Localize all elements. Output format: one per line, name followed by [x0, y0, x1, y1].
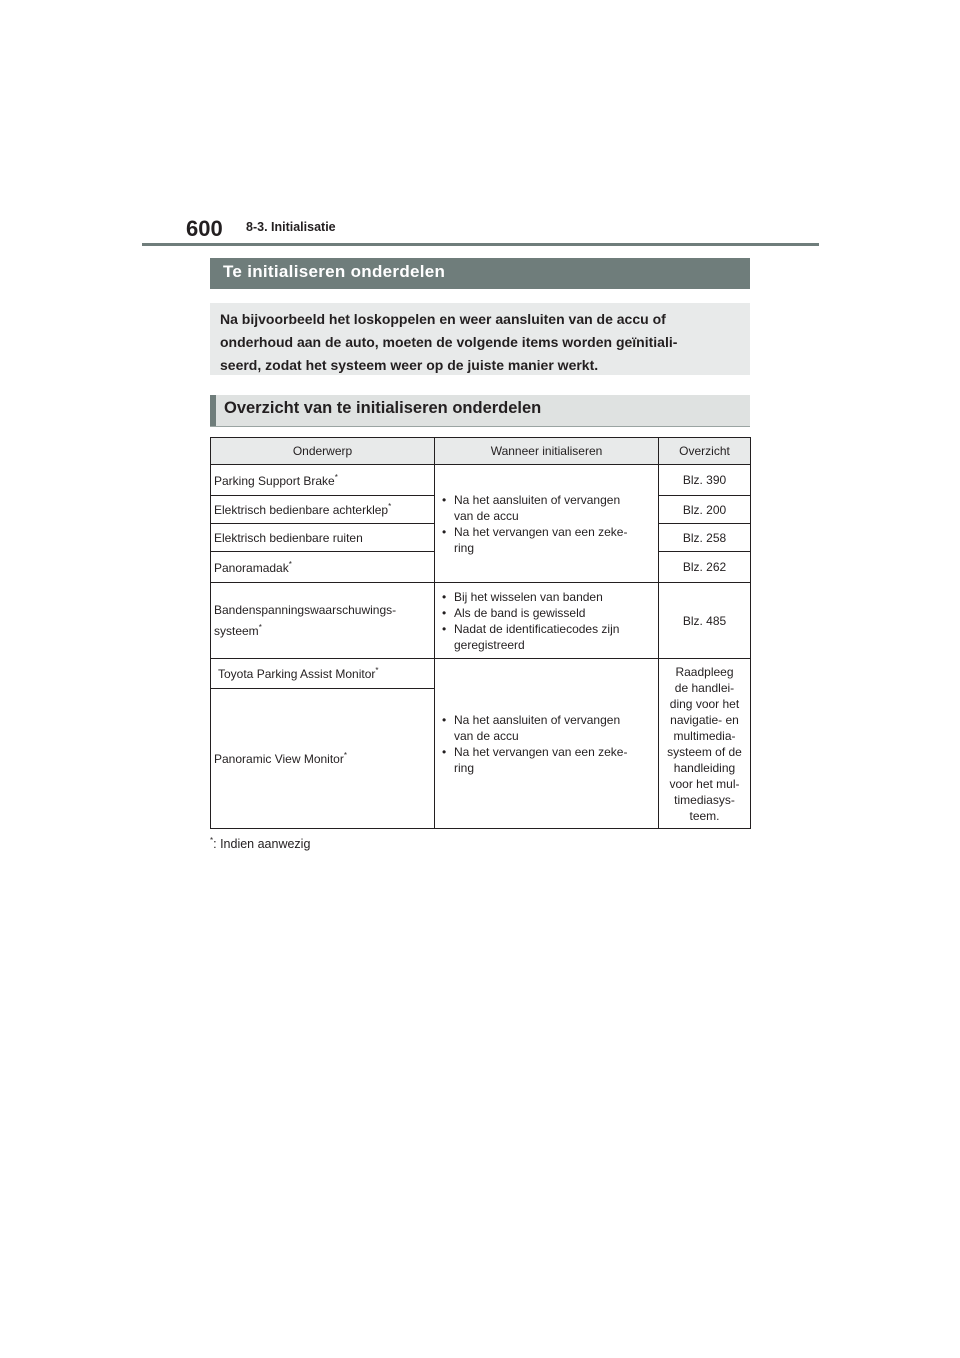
intro-box	[210, 303, 750, 375]
reference-cell: Blz. 485	[659, 583, 751, 659]
header-divider	[142, 243, 819, 246]
subject-cell: Toyota Parking Assist Monitor*	[211, 659, 435, 689]
chapter-title: 8-3. Initialisatie	[246, 220, 336, 234]
intro-line: onderhoud aan de auto, moeten de volgende items worden geïnitiali-	[220, 334, 678, 350]
table-row	[211, 465, 751, 496]
list-item: • Na het aansluiten of vervangen van de accu	[454, 712, 655, 744]
header-when: Wanneer initialiseren	[435, 438, 659, 465]
subject-cell: Elektrisch bedienbare ruiten	[211, 524, 435, 552]
list-item: • Na het vervangen van een zeke- ring	[454, 744, 655, 776]
asterisk-marker: *	[388, 502, 392, 511]
subject-cell: Elektrisch bedienbare achterklep*	[211, 496, 435, 524]
subject-cell: Parking Support Brake*	[211, 465, 435, 496]
subject-cell: Panoramadak*	[211, 552, 435, 583]
asterisk-marker: *	[343, 751, 347, 760]
when-list	[438, 712, 655, 776]
footnote: *: Indien aanwezig	[210, 836, 311, 852]
initialization-table	[210, 437, 751, 829]
asterisk-marker: *	[375, 666, 379, 675]
table-row	[211, 583, 751, 659]
reference-cell: Blz. 200	[659, 496, 751, 524]
reference-cell: Blz. 258	[659, 524, 751, 552]
header-subject: Onderwerp	[211, 438, 435, 465]
list-item: • Als de band is gewisseld	[454, 605, 655, 621]
subject-cell: Bandenspanningswaarschuwings- systeem*	[211, 583, 435, 659]
section-title: Te initialiseren onderdelen	[210, 258, 750, 289]
subsection-divider	[210, 426, 750, 427]
page-number: 600	[186, 216, 223, 241]
table-header-row	[211, 438, 751, 465]
asterisk-marker: *	[258, 622, 262, 632]
asterisk-marker: *	[288, 559, 292, 569]
when-cell	[435, 659, 659, 829]
reference-cell: Blz. 390	[659, 465, 751, 496]
intro-line: Na bijvoorbeeld het loskoppelen en weer aansluiten van de accu of	[220, 311, 666, 327]
subsection-title: Overzicht van te initialiseren onderdelen	[210, 395, 750, 426]
reference-cell: Raadpleeg de handlei- ding voor het navigatie- en multimedia- systeem of de handleiding voor het mul- timediasys- teem.	[659, 659, 751, 829]
when-list	[438, 589, 655, 653]
footnote-marker: *	[210, 836, 214, 845]
when-cell	[435, 465, 659, 583]
subject-cell: Panoramic View Monitor*	[211, 689, 435, 829]
reference-cell: Blz. 262	[659, 552, 751, 583]
asterisk-marker: *	[334, 472, 338, 482]
when-cell	[435, 583, 659, 659]
intro-line: seerd, zodat het systeem weer op de juiste manier werkt.	[220, 357, 599, 373]
list-item: • Bij het wisselen van banden	[454, 589, 655, 605]
header-reference: Overzicht	[659, 438, 751, 465]
list-item: • Na het vervangen van een zeke- ring	[454, 524, 655, 556]
when-list	[438, 492, 655, 556]
list-item: • Nadat de identificatiecodes zijn geregistreerd	[454, 621, 655, 653]
table-row	[211, 659, 751, 689]
list-item: • Na het aansluiten of vervangen van de accu	[454, 492, 655, 524]
